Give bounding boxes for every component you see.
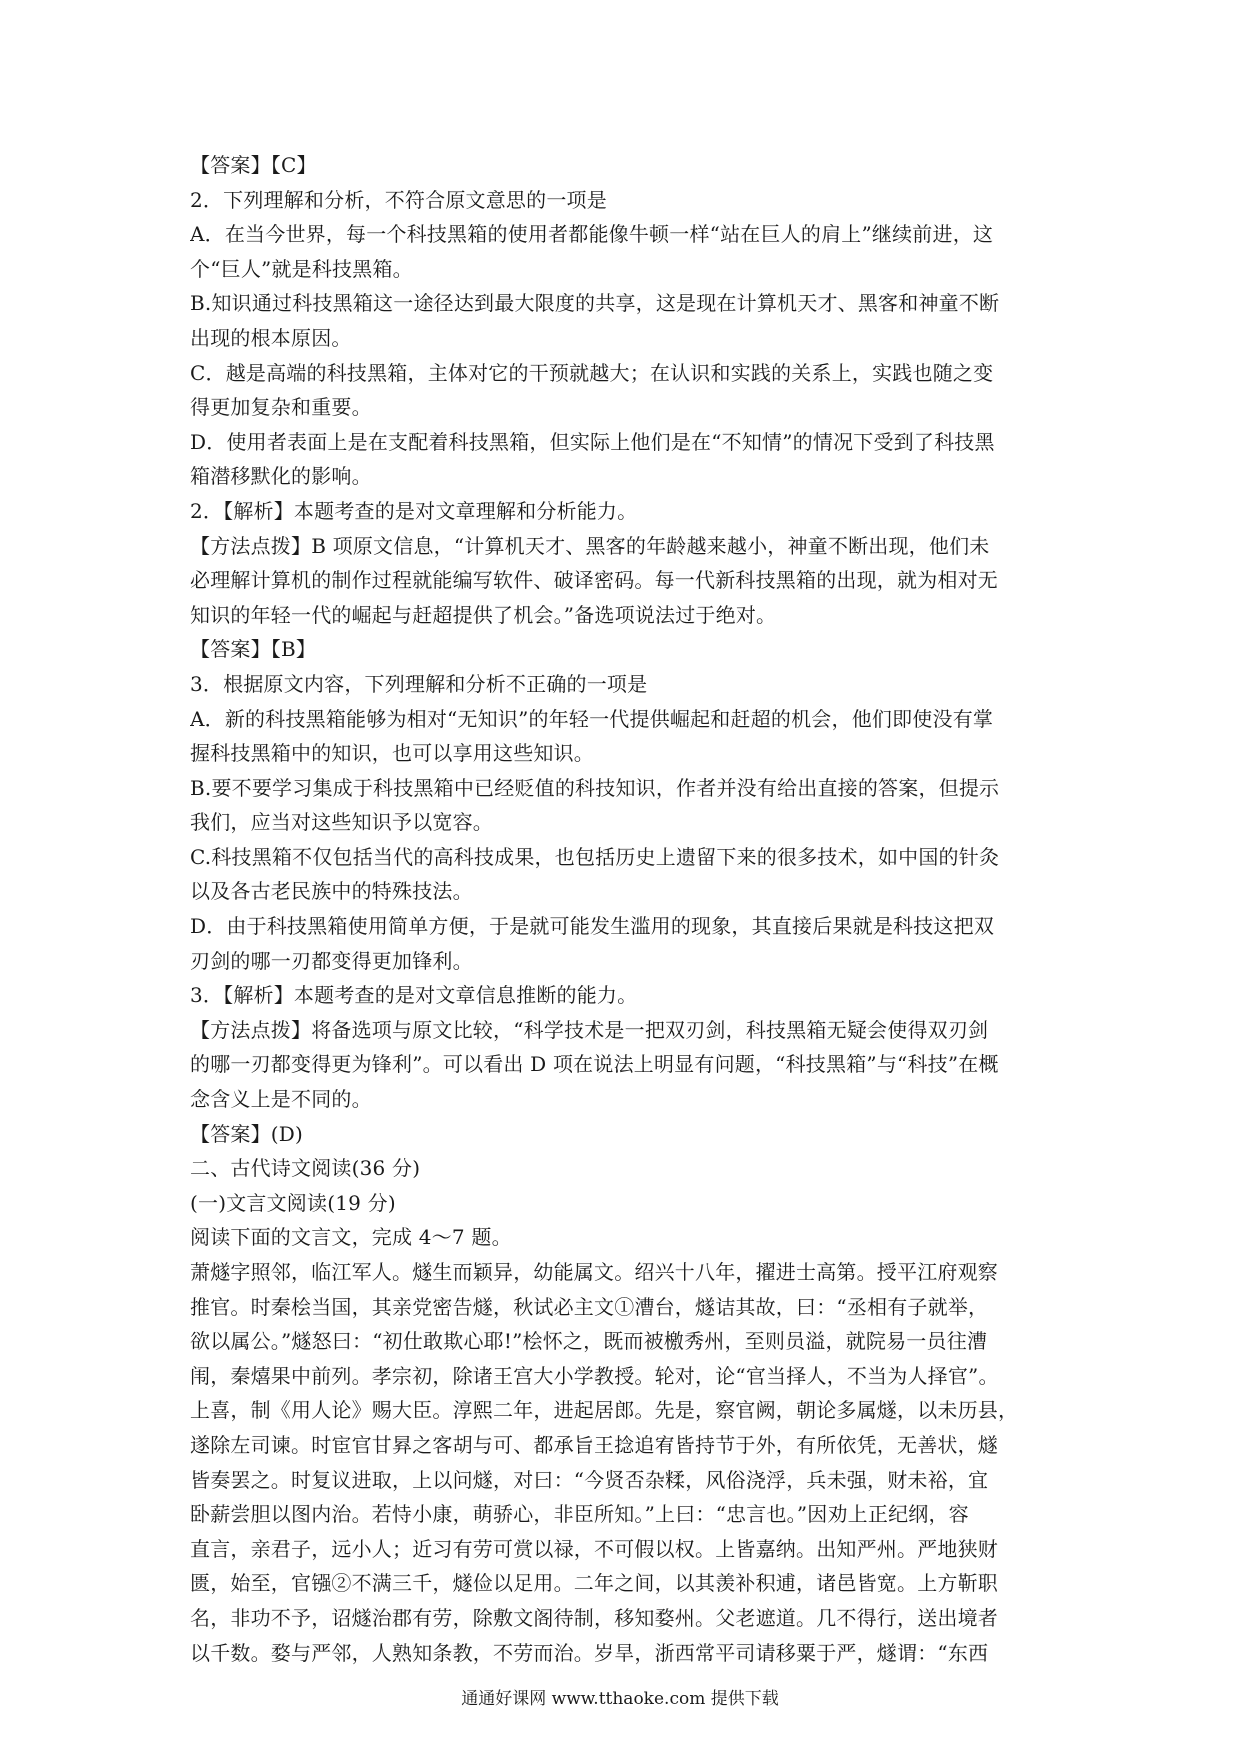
text-line: 皆奏罢之。时复议进取，上以问燧，对曰：“今贤否杂糅，风俗浇浮，兵未强，财未裕，宜 [190, 1467, 989, 1492]
text-line: 2．【解析】本题考查的是对文章理解和分析能力。 [190, 498, 638, 523]
text-line: 以千数。婺与严邻，人熟知条教，不劳而治。岁旱，浙西常平司请移粟于严，燧谓：“东西 [190, 1640, 989, 1665]
text-line: 【方法点拨】将备选项与原文比较，“科学技术是一把双刃剑，科技黑箱无疑会使得双刃剑 [190, 1017, 989, 1042]
text-line: 2．下列理解和分析，不符合原文意思的一项是 [190, 187, 607, 212]
text-line: 匮，始至，官镪②不满三千，燧俭以足用。二年之间，以其羡补积逋，诸邑皆宽。上方靳职 [190, 1571, 998, 1596]
text-line: 【答案】(D) [190, 1121, 304, 1146]
text-line: 推官。时秦桧当国，其亲党密告燧，秋试必主文①漕台，燧诘其故，曰：“丞相有子就举， [190, 1294, 989, 1319]
text-line: 3．【解析】本题考查的是对文章信息推断的能力。 [190, 983, 638, 1008]
text-line: 个“巨人”就是科技黑箱。 [190, 256, 413, 281]
text-line: 上喜，制《用人论》赐大臣。淳熙二年，进起居郎。先是，察官阙，朝论多属燧，以未历县， [190, 1398, 1019, 1423]
text-line: 握科技黑箱中的知识，也可以享用这些知识。 [190, 741, 594, 766]
text-line: 名，非功不予，诏燧治郡有劳，除敷文阁待制，移知婺州。父老遮道。几不得行，送出境者 [190, 1605, 998, 1630]
text-line: D．由于科技黑箱使用简单方便，于是就可能发生滥用的现象，其直接后果就是科技这把双 [190, 914, 995, 939]
text-line: C．越是高端的科技黑箱，主体对它的干预就越大；在认识和实践的关系上，实践也随之变 [190, 360, 994, 385]
text-line: 卧薪尝胆以图内治。若恃小康，萌骄心，非臣所知。”上曰：“忠言也。”因劝上正纪纲，容 [190, 1502, 969, 1527]
text-line: 的哪一刃都变得更为锋利”。可以看出 D 项在说法上明显有问题，“科技黑箱”与“科技”在概 [190, 1052, 999, 1077]
text-line: A．新的科技黑箱能够为相对“无知识”的年轻一代提供崛起和赶超的机会，他们即使没有掌 [190, 706, 994, 731]
text-line: 阅读下面的文言文，完成 4～7 题。 [190, 1225, 512, 1250]
text-line: 【答案】【C】 [190, 153, 317, 177]
text-line: 直言，亲君子，远小人；近习有劳可赏以禄，不可假以权。上皆嘉纳。出知严州。严地狭财 [190, 1536, 998, 1561]
text-line: 【答案】【B】 [190, 637, 317, 662]
text-line: D．使用者表面上是在支配着科技黑箱，但实际上他们是在“不知情”的情况下受到了科技黑 [190, 429, 995, 454]
text-line: 【方法点拨】B 项原文信息，“计算机天才、黑客的年龄越来越小，神童不断出现，他们未 [190, 533, 990, 558]
text-line: 必理解计算机的制作过程就能编写软件、破译密码。每一代新科技黑箱的出现，就为相对无 [190, 568, 998, 593]
text-line: B.要不要学习集成于科技黑箱中已经贬值的科技知识，作者并没有给出直接的答案，但提示 [190, 775, 1000, 800]
text-line: 欲以属公。”燧怒曰：“初仕敢欺心耶!”桧怀之，既而被檄秀州，至则员溢，就院易一员往漕 [190, 1329, 988, 1354]
text-line: 闱，秦熺果中前列。孝宗初，除诸王宫大小学教授。轮对，论“官当择人，不当为人择官”。 [190, 1363, 999, 1388]
text-line: 知识的年轻一代的崛起与赶超提供了机会。”备选项说法过于绝对。 [190, 602, 777, 627]
text-line: C.科技黑箱不仅包括当代的高科技成果，也包括历史上遗留下来的很多技术，如中国的针灸 [190, 844, 1000, 869]
text-line: 念含义上是不同的。 [190, 1087, 372, 1112]
text-line: 出现的根本原因。 [190, 325, 352, 350]
text-line: B.知识通过科技黑箱这一途径达到最大限度的共享，这是现在计算机天才、黑客和神童不断 [190, 291, 1000, 316]
text-line: 我们，应当对这些知识予以宽容。 [190, 810, 493, 835]
text-line: 3．根据原文内容，下列理解和分析不正确的一项是 [190, 671, 648, 696]
text-line: 萧燧字照邻，临江军人。燧生而颖异，幼能属文。绍兴十八年，擢进士高第。授平江府观察 [190, 1260, 998, 1284]
text-line: 遂除左司谏。时宦官甘昪之客胡与可、都承旨王捻追宥皆持节于外，有所依凭，无善状，燧 [190, 1432, 998, 1457]
page-footer: 通通好课网 www.tthaoke.com 提供下载 [461, 1689, 779, 1709]
text-line: A．在当今世界，每一个科技黑箱的使用者都能像牛顿一样“站在巨人的肩上”继续前进，这 [190, 222, 994, 247]
text-line: 箱潜移默化的影响。 [190, 464, 372, 489]
text-line: 刃剑的哪一刃都变得更加锋利。 [190, 948, 473, 973]
text-line: 二、古代诗文阅读(36 分) [190, 1156, 421, 1181]
document-body [190, 148, 1060, 1670]
text-line: 以及各古老民族中的特殊技法。 [190, 879, 473, 904]
text-line: 得更加复杂和重要。 [190, 395, 372, 420]
text-line: (一)文言文阅读(19 分) [190, 1190, 396, 1215]
